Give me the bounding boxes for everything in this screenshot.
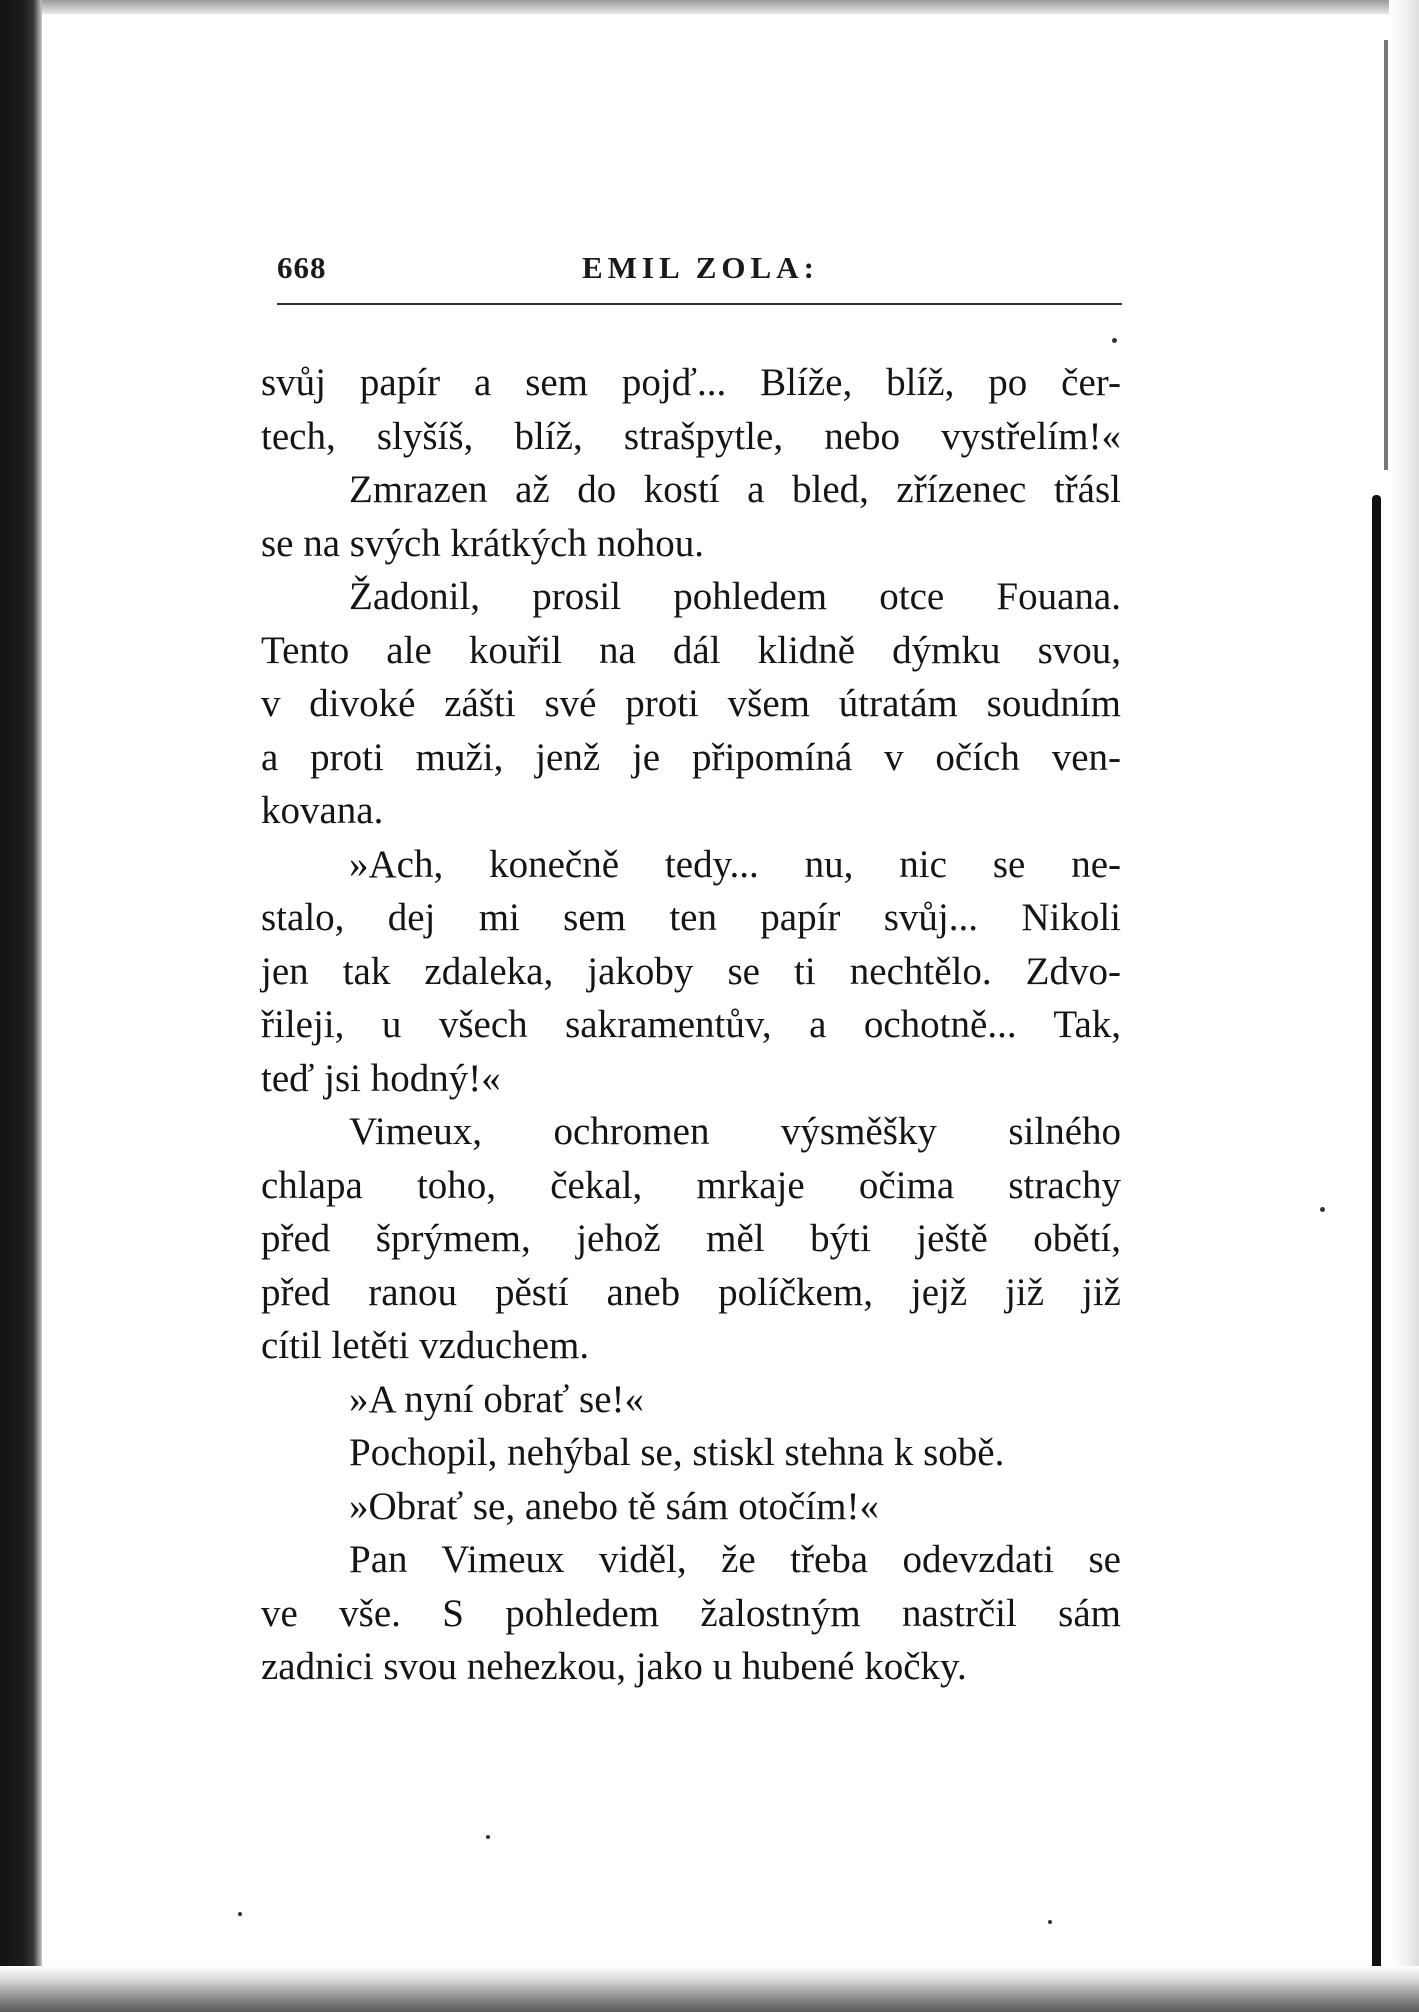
text-line: před ranou pěstí aneb políčkem, jejž již již (261, 1270, 1121, 1314)
text-line: se na svých krátkých nohou. (261, 521, 704, 565)
binding-shadow (1372, 495, 1381, 1995)
text-line: kovana. (261, 789, 384, 832)
dust-speck (238, 1912, 242, 1916)
scan-edge-right (1389, 0, 1419, 2012)
running-head: EMIL ZOLA: (582, 250, 819, 285)
text-line: a proti muži, jenž je připomíná v očích ven- (261, 735, 1121, 779)
text-line: Zmrazen až do kostí a bled, zřízenec třásl (349, 468, 1121, 511)
page-number: 668 (277, 250, 327, 285)
page-header (277, 250, 1122, 300)
text-line: teď jsi hodný!« (261, 1056, 501, 1100)
dust-speck (1320, 1207, 1325, 1212)
text-line: zadnici svou nehezkou, jako u hubené kočky. (261, 1645, 967, 1688)
binding-shadow-top (1384, 40, 1388, 470)
text-line: Tento ale kouřil na dál klidně dýmku svou, (261, 628, 1121, 672)
dust-speck (1048, 1920, 1052, 1924)
text-line: stalo, dej mi sem ten papír svůj... Nikoli (261, 896, 1121, 939)
text-line: řileji, u všech sakramentův, a ochotně... Tak, (261, 1003, 1121, 1046)
text-line: v divoké zášti své proti všem útratám soudním (261, 682, 1121, 725)
scan-edge-left (0, 0, 42, 2012)
text-line: před šprýmem, jehož měl býti ještě obětí, (261, 1217, 1121, 1260)
text-line: jen tak zdaleka, jakoby se ti nechtělo. Zdvo- (261, 949, 1121, 993)
text-line: Pochopil, nehýbal se, stiskl stehna k sobě. (349, 1431, 1005, 1474)
dust-speck (486, 1835, 490, 1839)
text-line: »A nyní obrať se!« (349, 1377, 645, 1421)
scan-edge-top (0, 0, 1419, 14)
text-line: Pan Vimeux viděl, že třeba odevzdati se (349, 1538, 1121, 1581)
text-line: »Ach, konečně tedy... nu, nic se ne- (349, 842, 1121, 886)
text-line: Žadonil, prosil pohledem otce Fouana. (349, 575, 1121, 618)
text-line: chlapa toho, čekal, mrkaje očima strachy (261, 1163, 1121, 1207)
text-line: »Obrať se, anebo tě sám otočím!« (349, 1484, 880, 1528)
text-line: cítil letěti vzduchem. (261, 1324, 590, 1367)
text-line: svůj papír a sem pojď... Blíže, blíž, po čer- (261, 361, 1121, 404)
scan-edge-bottom (0, 1966, 1419, 2012)
text-line: tech, slyšíš, blíž, strašpytle, nebo vystřelím!« (261, 414, 1121, 458)
text-line: ve vše. S pohledem žalostným nastrčil sám (261, 1591, 1121, 1635)
header-rule (277, 303, 1122, 305)
body-text (261, 356, 1121, 1694)
dust-speck (1112, 338, 1117, 343)
text-line: Vimeux, ochromen výsměšky silného (349, 1110, 1121, 1153)
